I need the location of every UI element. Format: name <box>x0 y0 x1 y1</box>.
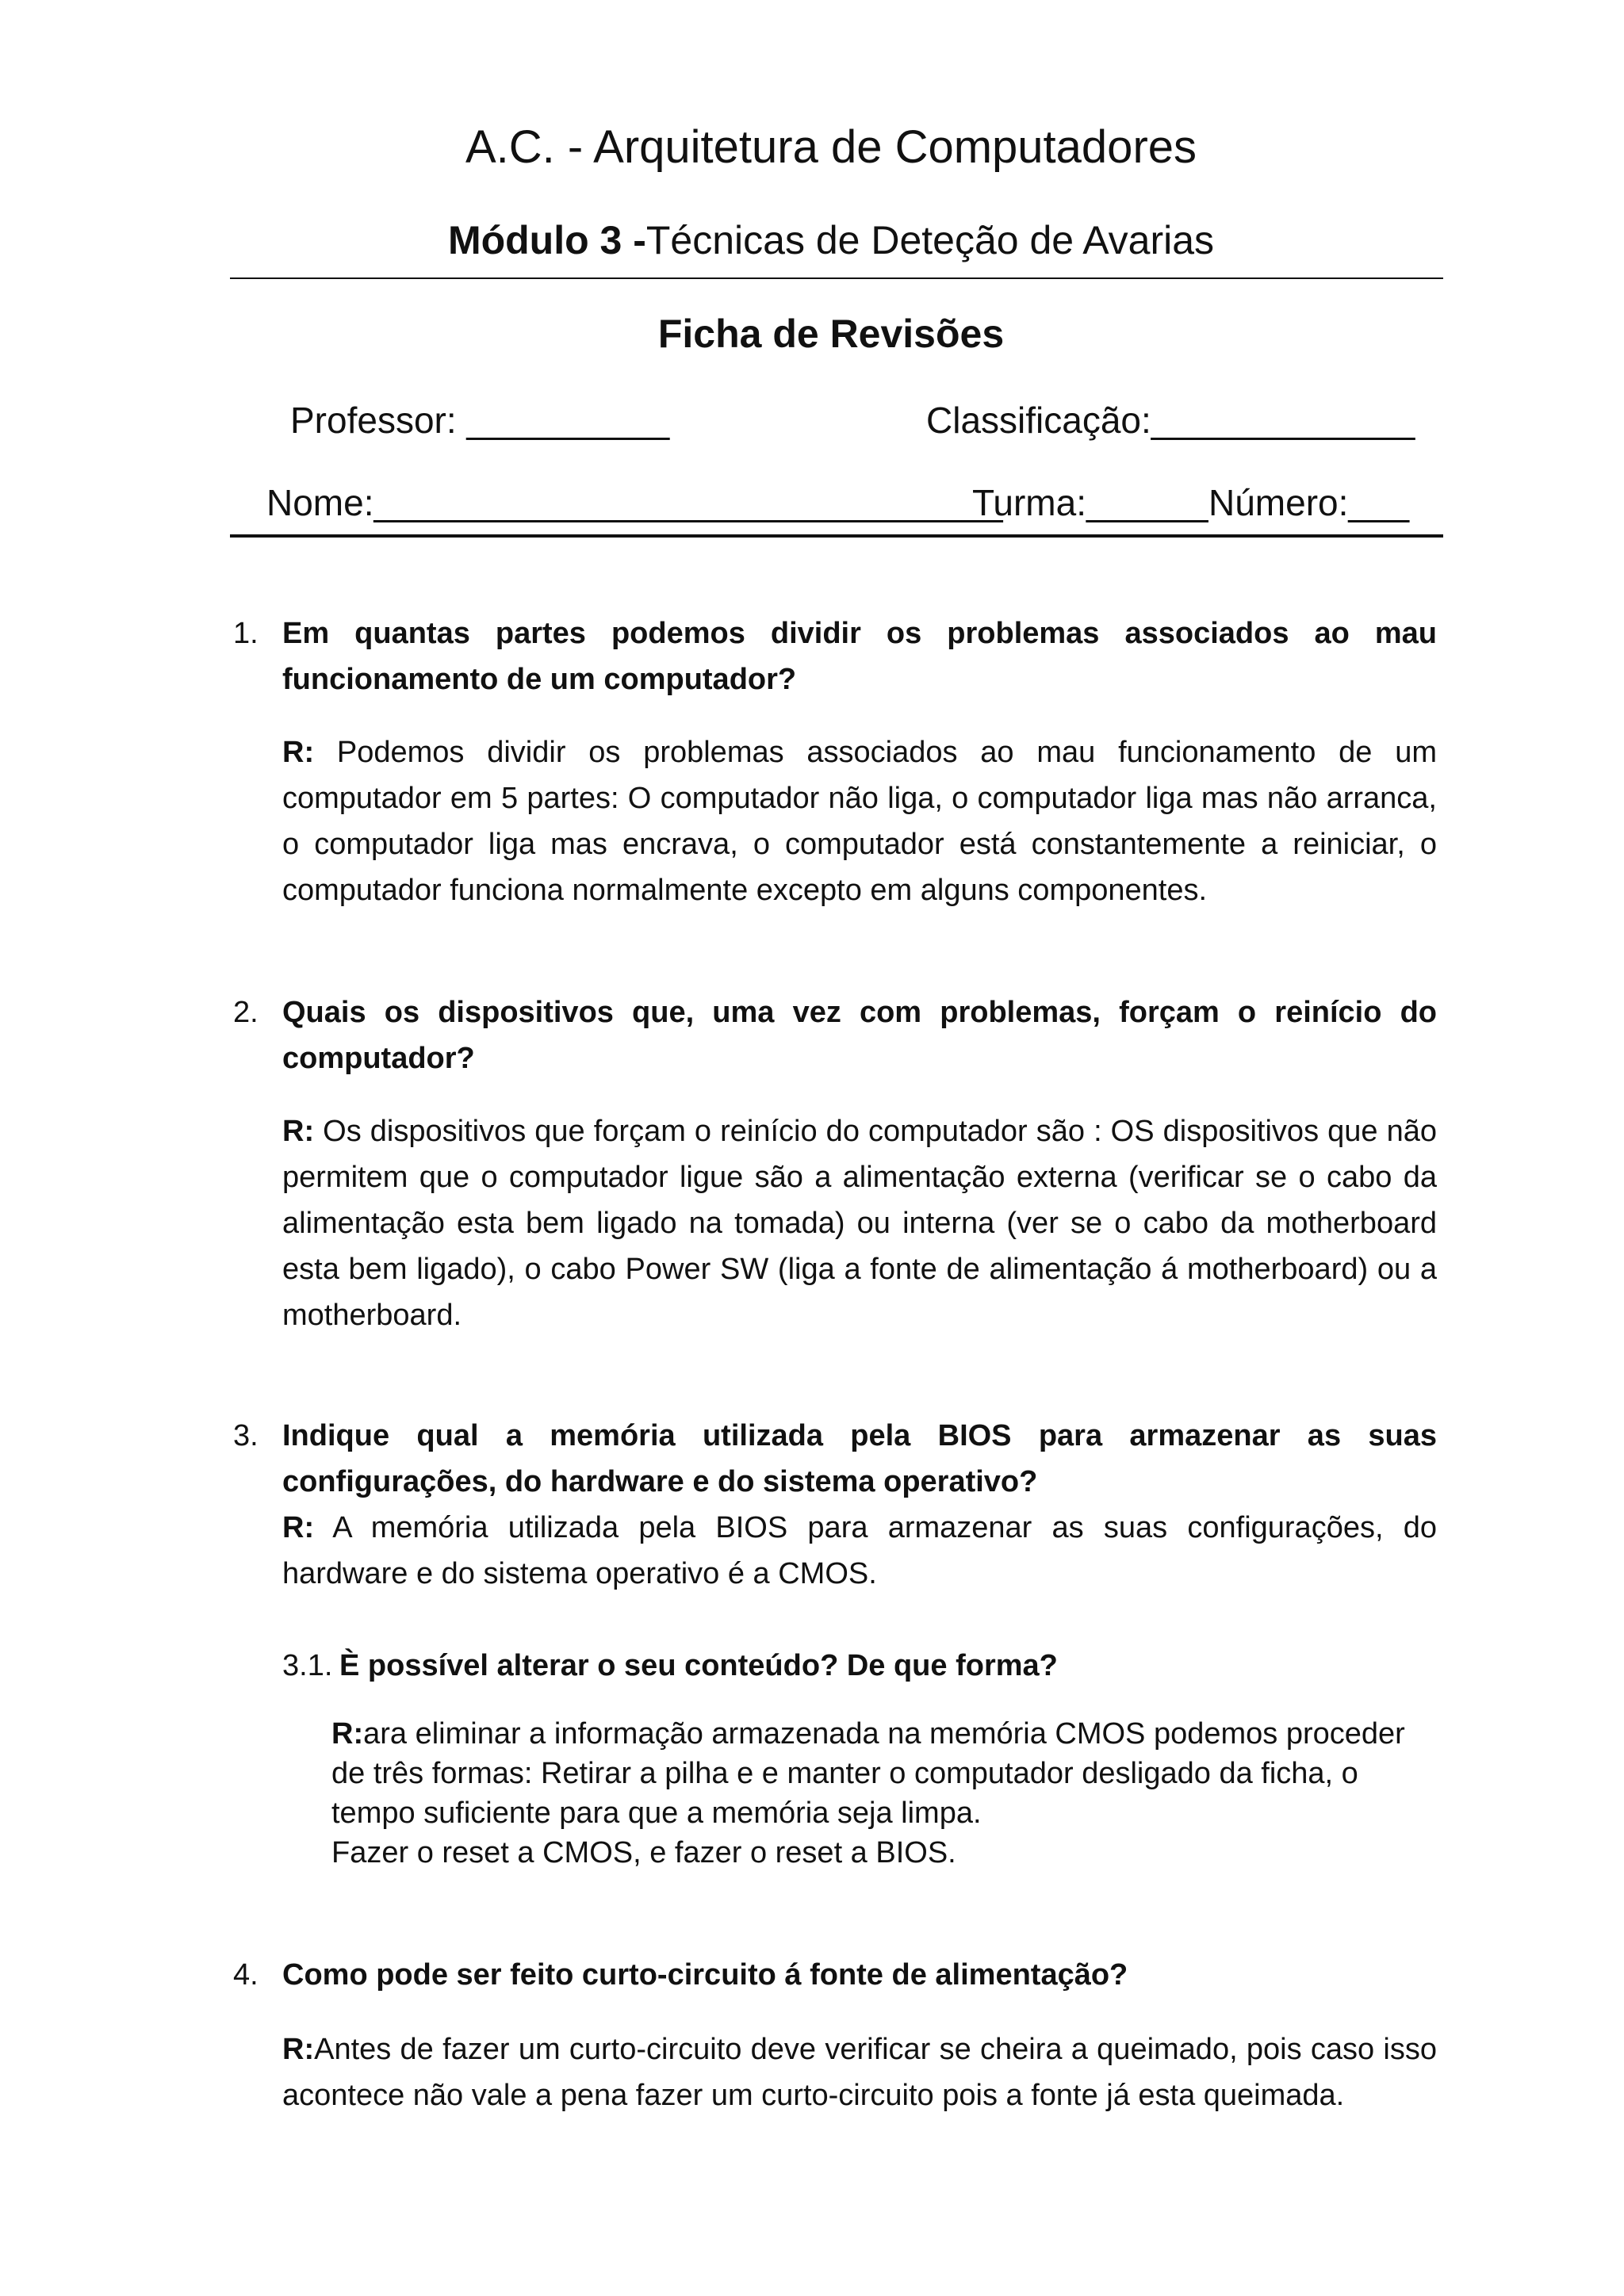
module-name: Técnicas de Deteção de Avarias <box>645 218 1215 262</box>
turma-field: Turma:______ <box>972 482 1208 523</box>
question-4-text: Como pode ser feito curto-circuito á fonte de alimentação? <box>282 1958 1128 1992</box>
answer-4-label: R: <box>282 2033 315 2066</box>
module-number: Módulo 3 - <box>447 218 646 262</box>
subanswer-3-1-label: R: <box>331 1717 364 1751</box>
answer-1-text: Podemos dividir os problemas associados ao mau funcionamento de um computador em 5 partes: O computador não liga, o computador liga mas não arranca, o computador liga mas encrava, o computador está constantemente a reiniciar, o computador funciona normalmente excepto em alguns componentes. <box>282 736 1437 907</box>
document-title: A.C. - Arquitetura de Computadores <box>465 121 1197 173</box>
question-2-text: Quais os dispositivos que, uma vez com problemas, forçam o reinício do computador? <box>282 996 1437 1075</box>
subanswer-3-1-line2: Fazer o reset a CMOS, e fazer o reset a BIOS. <box>331 1836 956 1869</box>
sheet-title: Ficha de Revisões <box>657 312 1005 356</box>
question-1-text: Em quantas partes podemos dividir os problemas associados ao mau funcionamento de um computador? <box>282 617 1437 696</box>
answer-2-text: Os dispositivos que forçam o reinício do computador são : OS dispositivos que não permitem que o computador ligue são a alimentação externa (verificar se o cabo da alimentação esta bem ligado na tomada) ou interna (ver se o cabo da motherboard esta bem ligado), o cabo Power SW (liga a fonte de alimentação á motherboard) ou a motherboard. <box>282 1115 1437 1332</box>
subanswer-3-1 <box>331 1714 1442 1833</box>
question-4-number: 4. <box>233 1958 259 1992</box>
subquestion-3-1-number: 3.1. <box>282 1649 333 1682</box>
module-heading <box>0 216 1624 265</box>
answer-4-text: Antes de fazer um curto-circuito deve verificar se cheira a queimado, pois caso isso acontece não vale a pena fazer um curto-circuito pois a fonte já esta queimada. <box>282 2033 1437 2112</box>
question-3-number: 3. <box>233 1419 259 1452</box>
professor-field: Professor: __________ <box>290 400 670 441</box>
answer-1-label: R: <box>282 736 315 769</box>
question-2-number: 2. <box>233 996 259 1029</box>
answer-3 <box>282 1505 1437 1597</box>
subanswer-3-1-text: ara eliminar a informação armazenada na memória CMOS podemos proceder de três formas: Retirar a pilha e e manter o computador desligado da ficha, o tempo suficiente para que a memória seja limpa. <box>331 1717 1405 1830</box>
nome-field: Nome:_______________________________ <box>266 482 1003 523</box>
subquestion-3-1-text: È possível alterar o seu conteúdo? De que forma? <box>339 1649 1058 1682</box>
classificacao-field: Classificação:_____________ <box>926 400 1415 441</box>
question-1-number: 1. <box>233 617 259 650</box>
answer-3-text: A memória utilizada pela BIOS para armazenar as suas configurações, do hardware e do sistema operativo é a CMOS. <box>282 1511 1437 1590</box>
header-divider <box>230 277 1443 279</box>
answer-4 <box>282 2026 1437 2118</box>
fields-divider <box>230 534 1443 538</box>
question-3-text: Indique qual a memória utilizada pela BIOS para armazenar as suas configurações, do hardware e do sistema operativo? <box>282 1419 1437 1498</box>
answer-3-label: R: <box>282 1511 315 1544</box>
answer-2-label: R: <box>282 1115 315 1148</box>
numero-field: Número:___ <box>1208 482 1410 523</box>
answer-2 <box>282 1108 1437 1338</box>
answer-1 <box>282 729 1437 913</box>
